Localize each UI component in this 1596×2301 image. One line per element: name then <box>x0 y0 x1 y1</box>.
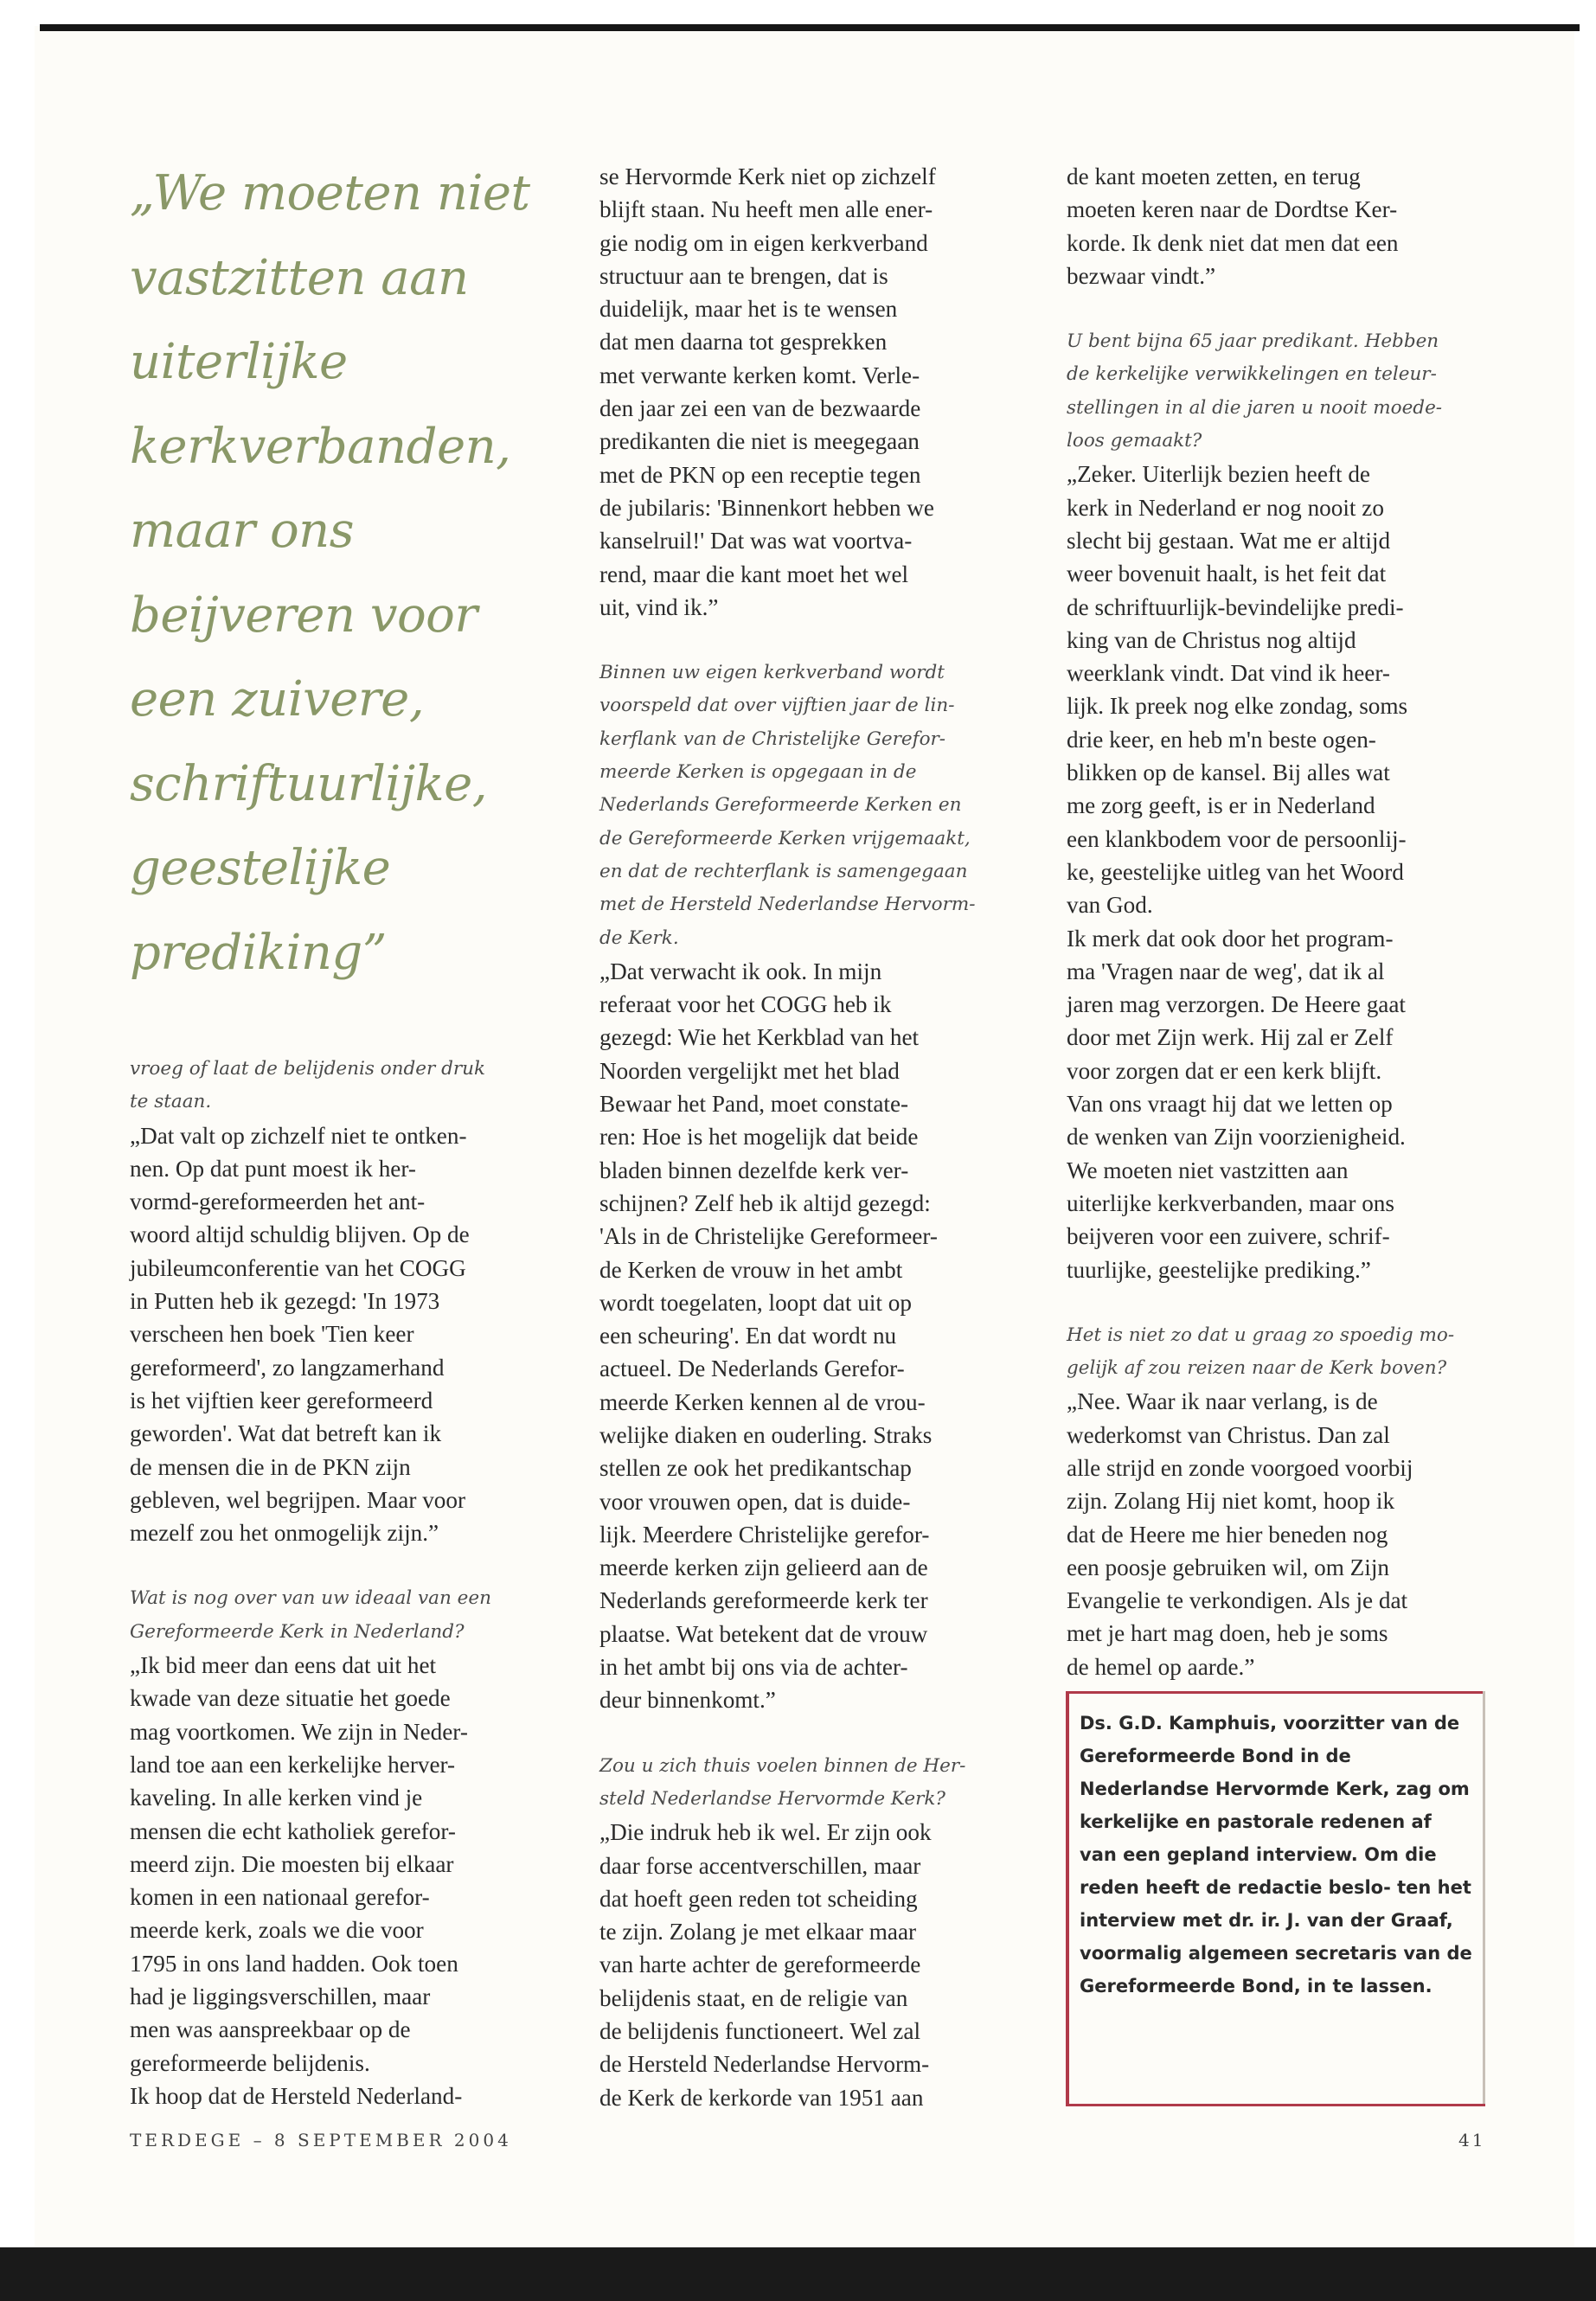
paragraph-gap <box>130 1549 562 1582</box>
column-2 <box>599 160 1032 2114</box>
pull-quote: „We moeten niet vastzitten aan uiterlijke kerkverbanden, maar ons beijveren voor een zuivere, schriftuurlijke, geestelijke prediking” <box>130 165 530 981</box>
note-border-left <box>1066 1691 1069 2106</box>
footer-publication: TERDEGE – 8 SEPTEMBER 2004 <box>130 2130 512 2150</box>
paragraph-gap <box>1067 292 1499 325</box>
interview-question: Zou u zich thuis voelen binnen de Her- steld Nederlandse Hervormde Kerk? <box>599 1754 966 1810</box>
column-1 <box>130 1053 562 2112</box>
scan-margin-right <box>1580 24 1596 2247</box>
interview-answer: de kant moeten zetten, en terug moeten keren naar de Dordtse Ker- korde. Ik denk niet dat men dat een bezwaar vindt.” <box>1067 163 1399 289</box>
interview-question: Binnen uw eigen kerkverband wordt voorspeld dat over vijftien jaar de lin- kerflank van de Christelijke Gerefor- meerde Kerken is opgegaan in de Nederlands Gereformeerde Kerken en de Gereformeerde Kerken vrijgemaakt, en dat de rechterflank is samengegaan met de Hersteld Nederlandse Hervorm- de Kerk. <box>599 662 976 949</box>
editorial-note: Ds. G.D. Kamphuis, voorzitter van de Gereformeerde Bond in de Nederlandse Hervormde Kerk, zag om kerkelijke en pastorale redenen af van een gepland interview. Om die reden heeft de redactie beslo- ten het interview met dr. ir. J. van der Graaf, voormalig algemeen secretaris van de Gereformeerde Bond, in te lassen. <box>1080 1713 1472 1997</box>
interview-answer: „Ik bid meer dan eens dat uit het kwade van deze situatie het goede mag voortkomen. We zijn in Neder- land toe aan een kerkelijke herver- kaveling. In alle kerken vind je mensen die echt katholiek gerefor- meerd zijn. Die moesten bij elkaar komen in een nationaal gerefor- meerde kerk, zoals we die voor 1795 in ons land hadden. Ook toen had je liggingsverschillen, maar men was aanspreekbaar op de gereformeerde belijdenis. Ik hoop dat de Hersteld Nederland- <box>130 1652 468 2109</box>
paragraph-gap <box>599 624 1032 657</box>
interview-question: Wat is nog over van uw ideaal van een Gereformeerde Kerk in Nederland? <box>130 1587 491 1643</box>
editorial-note-box <box>1066 1691 1485 2106</box>
page-number: 41 <box>1458 2130 1486 2150</box>
paragraph-gap <box>599 1717 1032 1750</box>
interview-answer: „Nee. Waar ik naar verlang, is de wederkomst van Christus. Dan zal alle strijd en zonde voorgoed voorbij zijn. Zolang Hij niet komt, hoop ik dat de Heere me hier beneden nog een poosje gebruiken wil, om Zijn Evangelie te verkondigen. Als je dat met je hart mag doen, heb je soms de hemel op aarde.” <box>1067 1388 1413 1680</box>
paragraph-gap <box>1067 1286 1499 1319</box>
note-border-bottom <box>1066 2104 1485 2106</box>
column-3 <box>1067 160 1499 1683</box>
note-border-right <box>1483 1691 1485 2106</box>
interview-question: Het is niet zo dat u graag zo spoedig mo- gelijk af zou reizen naar de Kerk boven? <box>1067 1324 1455 1380</box>
interview-answer: „Dat verwacht ik ook. In mijn referaat voor het COGG heb ik gezegd: Wie het Kerkblad van het Noorden vergelijkt met het blad Bewaar het Pand, moet constate- ren: Hoe is het mogelijk dat beide bladen binnen dezelfde kerk ver- schijnen? Zelf heb ik altijd gezegd: 'Als in de Christelijke Gereformeer- de Kerken de vrouw in het ambt wordt toegelaten, loopt dat uit op een scheuring'. En dat wordt nu actueel. De Nederlands Gerefor- meerde Kerken kennen al de vrou- welijke diaken en ouderling. Straks stellen ze ook het predikantschap voor vrouwen open, dat is duide- lijk. Meerdere Christelijke gerefor- meerde kerken zijn gelieerd aan de Nederlands gereformeerde kerk ter plaatse. Wat betekent dat de vrouw in het ambt bij ons via de achter- deur binnenkomt.” <box>599 958 938 1714</box>
scan-bottom-band <box>0 2247 1596 2301</box>
interview-answer: se Hervormde Kerk niet op zichzelf blijft staan. Nu heeft men alle ener- gie nodig om in eigen kerkverband structuur aan te brengen, dat is duidelijk, maar het is te wensen dat men daarna tot gesprekken met verwante kerken komt. Verle- den jaar zei een van de bezwaarde predikanten die niet is meegegaan met de PKN op een receptie tegen de jubilaris: 'Binnenkort hebben we kanselruil!' Dat was wat voortva- rend, maar die kant moet het wel uit, vind ik.” <box>599 163 936 620</box>
scan-margin-left <box>0 0 35 2301</box>
interview-question: vroeg of laat de belijdenis onder druk te staan. <box>130 1058 486 1113</box>
interview-question: U bent bijna 65 jaar predikant. Hebben de kerkelijke verwikkelingen en teleur- stellingen in al die jaren u nooit moede- loos gemaakt? <box>1067 330 1443 452</box>
top-rule <box>40 24 1580 31</box>
interview-answer: „Die indruk heb ik wel. Er zijn ook daar forse accentverschillen, maar dat hoeft geen reden tot scheiding te zijn. Zolang je met elkaar maar van harte achter de gereformeerde belijdenis staat, en de religie van de belijdenis functioneert. Wel zal de Hersteld Nederlandse Hervorm- de Kerk de kerkorde van 1951 aan <box>599 1819 932 2111</box>
interview-answer: „Dat valt op zichzelf niet te ontken- nen. Op dat punt moest ik her- vormd-gereformeerden het ant- woord altijd schuldig blijven. Op de jubileumconferentie van het COGG in Putten heb ik gezegd: 'In 1973 verscheen hen boek 'Tien keer gereformeerd', zo langzamerhand is het vijftien keer gereformeerd geworden'. Wat dat betreft kan ik de mensen die in de PKN zijn gebleven, wel begrijpen. Maar voor mezelf zou het onmogelijk zijn.” <box>130 1122 470 1547</box>
note-border-top <box>1066 1691 1485 1694</box>
interview-answer: „Zeker. Uiterlijk bezien heeft de kerk in Nederland er nog nooit zo slecht bij gestaan. Wat me er altijd weer bovenuit haalt, is het feit dat de schriftuurlijk-bevindelijke predi- king van de Christus nog altijd weerklank vindt. Dat vind ik heer- lijk. Ik preek nog elke zondag, soms drie keer, en heb m'n beste ogen- blikken op de kansel. Bij alles wat me zorg geeft, is er in Nederland een klankbodem voor de persoonlij- ke, geestelijke uitleg van het Woord van God. Ik merk dat ook door het program- ma 'Vragen naar de weg', dat ik al jaren mag verzorgen. De Heere gaat door met Zijn werk. Hij zal er Zelf voor zorgen dat er een kerk blijft. Van ons vraagt hij dat we letten op de wenken van Zijn voorzienigheid. We moeten niet vastzitten aan uiterlijke kerkverbanden, maar ons beijveren voor een zuivere, schrif- tuurlijke, geestelijke prediking.” <box>1067 461 1408 1283</box>
